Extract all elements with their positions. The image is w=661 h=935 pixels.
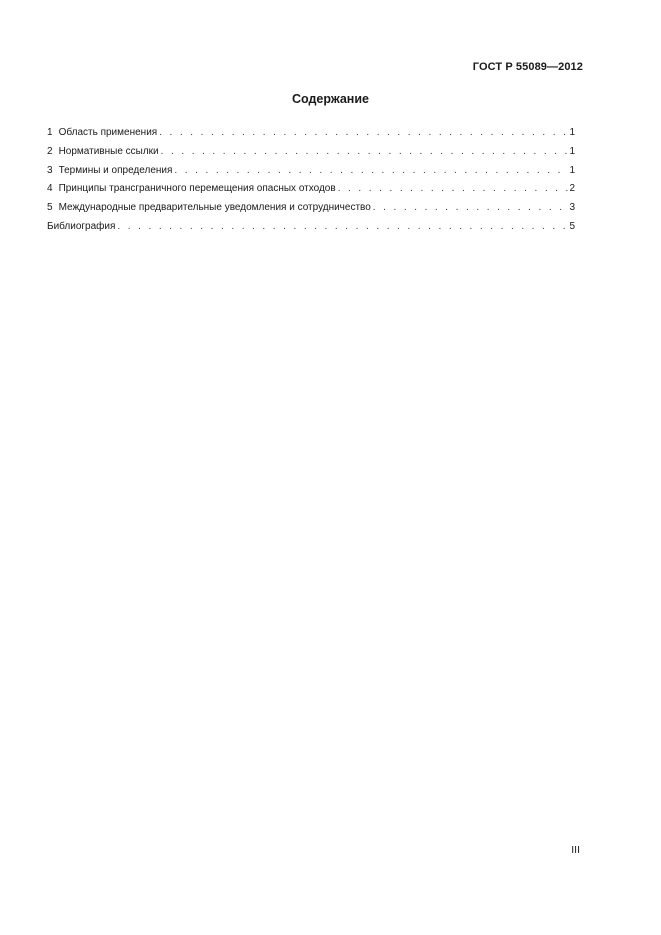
- toc-entry-title: Принципы трансграничного перемещения опасных отходов: [58, 183, 336, 195]
- toc-entry-terms-definitions[interactable]: [47, 165, 575, 184]
- toc-entry-title: Нормативные ссылки: [58, 145, 159, 157]
- toc-dot-leader: [338, 183, 569, 195]
- document-code: ГОСТ Р 55089—2012: [472, 61, 583, 73]
- toc-dot-leader: [373, 202, 569, 214]
- toc-entry-page: 5: [569, 220, 575, 232]
- toc-dot-leader: [117, 221, 568, 233]
- toc-entry-transboundary-principles[interactable]: [47, 183, 575, 202]
- toc-entry-title: Библиография: [47, 220, 116, 232]
- toc-entry-title: Область применения: [58, 127, 158, 138]
- toc-entry-area-of-application[interactable]: [47, 127, 575, 146]
- toc-entry-normative-references[interactable]: [47, 146, 575, 165]
- toc-entry-page: 1: [569, 127, 575, 138]
- toc-entry-number: 5: [47, 202, 53, 214]
- toc-entry-page: 1: [569, 164, 575, 176]
- toc-entry-title: Международные предварительные уведомления и сотрудничество: [58, 202, 371, 214]
- toc-entry-number: 2: [47, 145, 53, 157]
- toc-entry-page: 3: [569, 202, 575, 214]
- toc-entry-number: 3: [47, 164, 53, 176]
- table-of-contents: [47, 127, 575, 240]
- toc-entry-title: Термины и определения: [58, 164, 173, 176]
- toc-title: Содержание: [291, 92, 369, 106]
- toc-entry-page: 1: [569, 145, 575, 157]
- toc-dot-leader: [159, 127, 568, 139]
- page-number: III: [571, 844, 580, 856]
- toc-entry-bibliography[interactable]: [47, 221, 575, 240]
- toc-entry-international-notifications[interactable]: [47, 202, 575, 221]
- toc-entry-number: 4: [47, 183, 53, 195]
- toc-entry-number: 1: [47, 127, 53, 138]
- toc-entry-page: 2: [569, 183, 575, 195]
- toc-dot-leader: [161, 146, 569, 158]
- toc-dot-leader: [174, 165, 568, 177]
